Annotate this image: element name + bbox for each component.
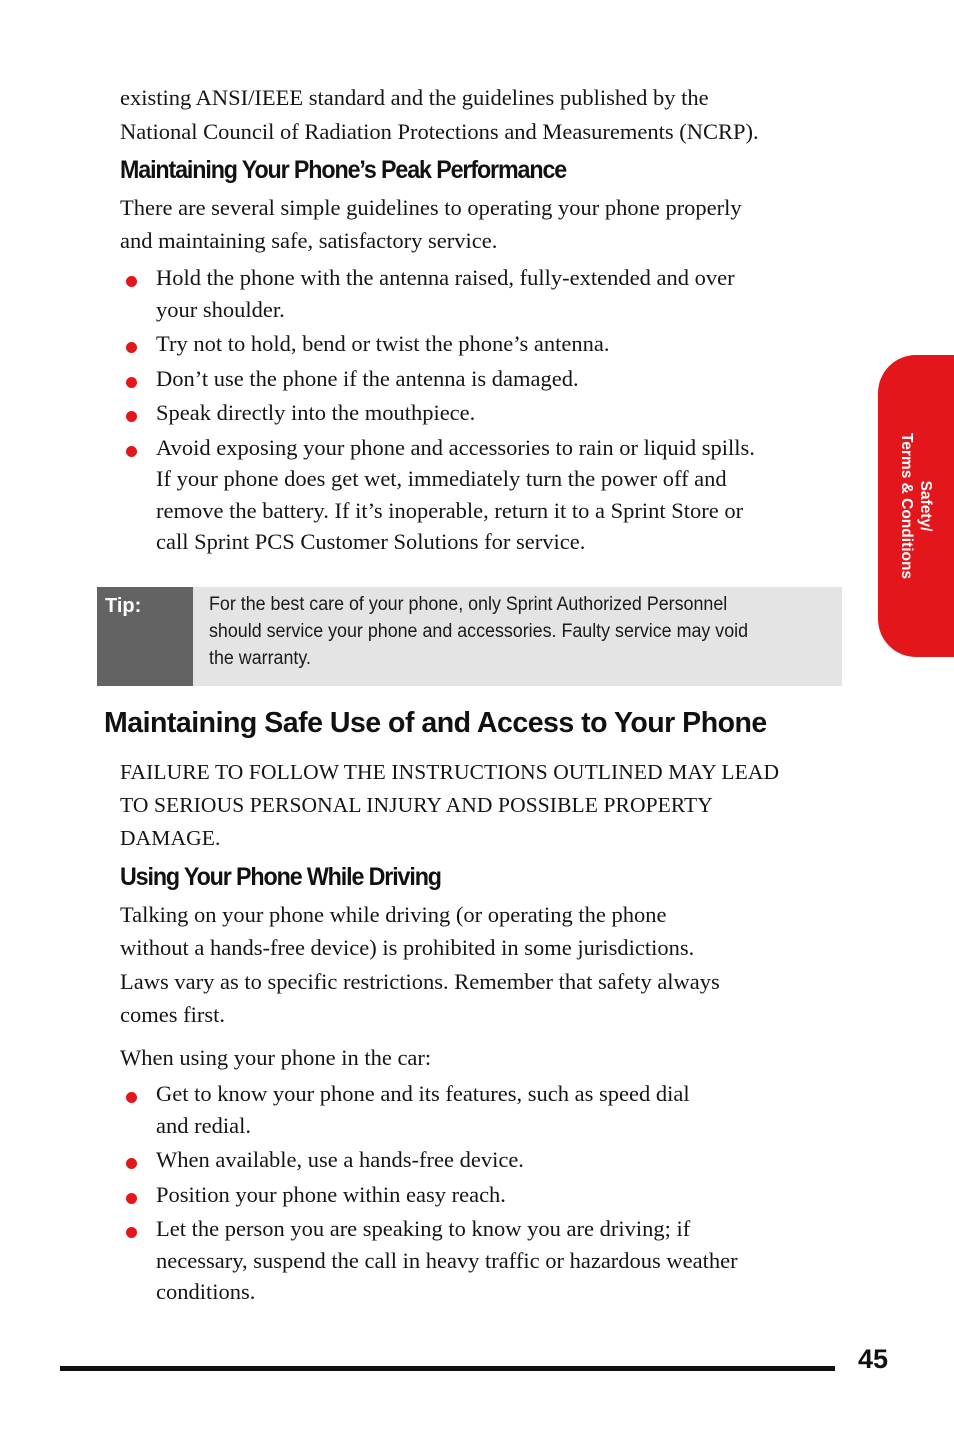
driving-paragraph bbox=[120, 898, 880, 1031]
bullet-line: Avoid exposing your phone and accessories to rain or liquid spills. bbox=[156, 434, 755, 460]
section-side-tab bbox=[878, 355, 954, 657]
section-heading-safe-use: Maintaining Safe Use of and Access to Your Phone bbox=[104, 707, 767, 739]
bullet-dot-icon bbox=[126, 411, 137, 422]
bullet-item bbox=[120, 1179, 860, 1211]
bullet-dot-icon bbox=[126, 1227, 137, 1238]
warning-line: TO SERIOUS PERSONAL INJURY AND POSSIBLE PROPERTY bbox=[120, 793, 713, 817]
section-heading-peak-performance: Maintaining Your Phone’s Peak Performance bbox=[120, 156, 567, 184]
warning-line: DAMAGE. bbox=[120, 826, 221, 850]
bullet-item bbox=[120, 432, 860, 558]
intro-paragraph bbox=[120, 81, 880, 148]
bullet-line: remove the battery. If it’s inoperable, return it to a Sprint Store or bbox=[156, 497, 744, 523]
tip-line: the warranty. bbox=[209, 648, 311, 669]
bullet-line: and redial. bbox=[156, 1112, 251, 1138]
tip-label-cell bbox=[97, 587, 193, 686]
tip-line: For the best care of your phone, only Sprint Authorized Personnel bbox=[209, 594, 728, 615]
bullet-line: When available, use a hands-free device. bbox=[156, 1147, 524, 1172]
lead-line: and maintaining safe, satisfactory service. bbox=[120, 228, 498, 253]
bullet-dot-icon bbox=[126, 276, 137, 287]
intro-line: existing ANSI/IEEE standard and the guidelines published by the bbox=[120, 85, 709, 110]
page-number: 45 bbox=[858, 1344, 889, 1374]
tip-label: Tip: bbox=[105, 595, 142, 617]
tip-text bbox=[209, 591, 801, 672]
bullet-dot-icon bbox=[126, 377, 137, 388]
bullet-line: conditions. bbox=[156, 1279, 256, 1304]
driving-lead: When using your phone in the car: bbox=[120, 1045, 432, 1070]
bullet-line: Let the person you are speaking to know you are driving; if bbox=[156, 1216, 691, 1241]
footer-rule bbox=[60, 1366, 835, 1371]
section-heading-driving: Using Your Phone While Driving bbox=[120, 863, 441, 891]
bullet-line: Hold the phone with the antenna raised, fully-extended and over bbox=[156, 265, 735, 290]
bullet-line: Speak directly into the mouthpiece. bbox=[156, 400, 476, 425]
bullet-line: Try not to hold, bend or twist the phone’s antenna. bbox=[156, 331, 610, 356]
bullet-item bbox=[120, 397, 860, 429]
bullet-item bbox=[120, 1078, 860, 1141]
bullet-line: necessary, suspend the call in heavy traffic or hazardous weather bbox=[156, 1247, 738, 1273]
driving-bullets bbox=[120, 1078, 860, 1308]
bullet-line: Position your phone within easy reach. bbox=[156, 1181, 506, 1207]
paragraph-line: Talking on your phone while driving (or operating the phone bbox=[120, 902, 667, 927]
bullet-item bbox=[120, 1213, 860, 1308]
paragraph-line: comes first. bbox=[120, 1001, 225, 1027]
paragraph-line: Laws vary as to specific restrictions. Remember that safety always bbox=[120, 968, 720, 994]
bullet-dot-icon bbox=[126, 446, 137, 457]
bullet-dot-icon bbox=[126, 342, 137, 353]
peak-performance-bullets bbox=[120, 262, 860, 558]
tip-line: should service your phone and accessories. Faulty service may void bbox=[209, 621, 749, 642]
warning-line: FAILURE TO FOLLOW THE INSTRUCTIONS OUTLINED MAY LEAD bbox=[120, 760, 780, 784]
bullet-item bbox=[120, 262, 860, 325]
bullet-line: your shoulder. bbox=[156, 296, 285, 322]
bullet-dot-icon bbox=[126, 1092, 137, 1103]
bullet-item bbox=[120, 328, 860, 360]
intro-line: National Council of Radiation Protections and Measurements (NCRP). bbox=[120, 119, 759, 144]
bullet-item bbox=[120, 1144, 860, 1176]
safety-warning bbox=[120, 756, 880, 855]
tip-box bbox=[97, 587, 842, 686]
bullet-line: call Sprint PCS Customer Solutions for service. bbox=[156, 529, 586, 554]
peak-performance-lead bbox=[120, 191, 880, 257]
bullet-line: If your phone does get wet, immediately turn the power off and bbox=[156, 466, 727, 491]
side-tab-label bbox=[897, 433, 935, 579]
lead-line: There are several simple guidelines to operating your phone properly bbox=[120, 195, 742, 220]
paragraph-line: without a hands-free device) is prohibited in some jurisdictions. bbox=[120, 935, 695, 961]
bullet-item bbox=[120, 363, 860, 395]
bullet-dot-icon bbox=[126, 1193, 137, 1204]
side-tab-line: Terms & Conditions bbox=[898, 432, 915, 580]
bullet-dot-icon bbox=[126, 1158, 137, 1169]
side-tab-line: Safety/ bbox=[917, 480, 934, 532]
bullet-line: Don’t use the phone if the antenna is damaged. bbox=[156, 365, 579, 391]
bullet-line: Get to know your phone and its features, such as speed dial bbox=[156, 1081, 690, 1106]
